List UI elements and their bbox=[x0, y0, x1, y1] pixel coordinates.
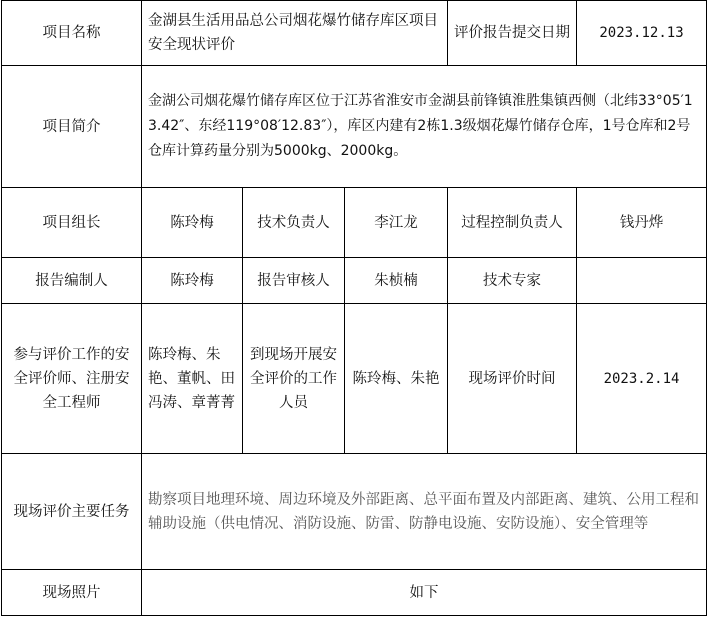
report-date-value: 2023.12.13 bbox=[577, 1, 707, 66]
tech-lead-label: 技术负责人 bbox=[243, 188, 345, 258]
photos-label: 现场照片 bbox=[2, 570, 142, 616]
process-control-label: 过程控制负责人 bbox=[448, 188, 577, 258]
team-leader-label: 项目组长 bbox=[2, 188, 142, 258]
onsite-staff-value: 陈玲梅、朱艳 bbox=[345, 304, 448, 454]
tech-expert-value bbox=[577, 258, 707, 304]
project-name-label: 项目名称 bbox=[2, 1, 142, 66]
onsite-time-label: 现场评价时间 bbox=[448, 304, 577, 454]
report-author-label: 报告编制人 bbox=[2, 258, 142, 304]
evaluators-label: 参与评价工作的安全评价师、注册安全工程师 bbox=[2, 304, 142, 454]
team-leader-value: 陈玲梅 bbox=[142, 188, 243, 258]
evaluation-info-table bbox=[1, 0, 707, 616]
tech-expert-label: 技术专家 bbox=[448, 258, 577, 304]
report-date-label: 评价报告提交日期 bbox=[448, 1, 577, 66]
report-author-value: 陈玲梅 bbox=[142, 258, 243, 304]
tasks-label: 现场评价主要任务 bbox=[2, 454, 142, 570]
report-reviewer-label: 报告审核人 bbox=[243, 258, 345, 304]
report-reviewer-value: 朱桢楠 bbox=[345, 258, 448, 304]
onsite-staff-label: 到现场开展安全评价的工作人员 bbox=[243, 304, 345, 454]
project-name-value: 金湖县生活用品总公司烟花爆竹储存库区项目安全现状评价 bbox=[142, 1, 448, 66]
summary-label: 项目简介 bbox=[2, 66, 142, 188]
summary-text: 金湖公司烟花爆竹储存库区位于江苏省淮安市金湖县前锋镇淮胜集镇西侧（北纬33°05′13.42″、东经119°08′12.83″），库区内建有2栋1.3级烟花爆竹储存仓库，1号仓库和2号仓库计算药量分别为5000kg、2000kg。 bbox=[142, 66, 707, 188]
tech-lead-value: 李江龙 bbox=[345, 188, 448, 258]
evaluators-value: 陈玲梅、朱艳、董帆、田冯涛、章菁菁 bbox=[142, 304, 243, 454]
process-control-value: 钱丹烨 bbox=[577, 188, 707, 258]
tasks-text: 勘察项目地理环境、周边环境及外部距离、总平面布置及内部距离、建筑、公用工程和辅助设施（供电情况、消防设施、防雷、防静电设施、安防设施）、安全管理等 bbox=[142, 454, 707, 570]
photos-value: 如下 bbox=[142, 570, 707, 616]
onsite-time-value: 2023.2.14 bbox=[577, 304, 707, 454]
